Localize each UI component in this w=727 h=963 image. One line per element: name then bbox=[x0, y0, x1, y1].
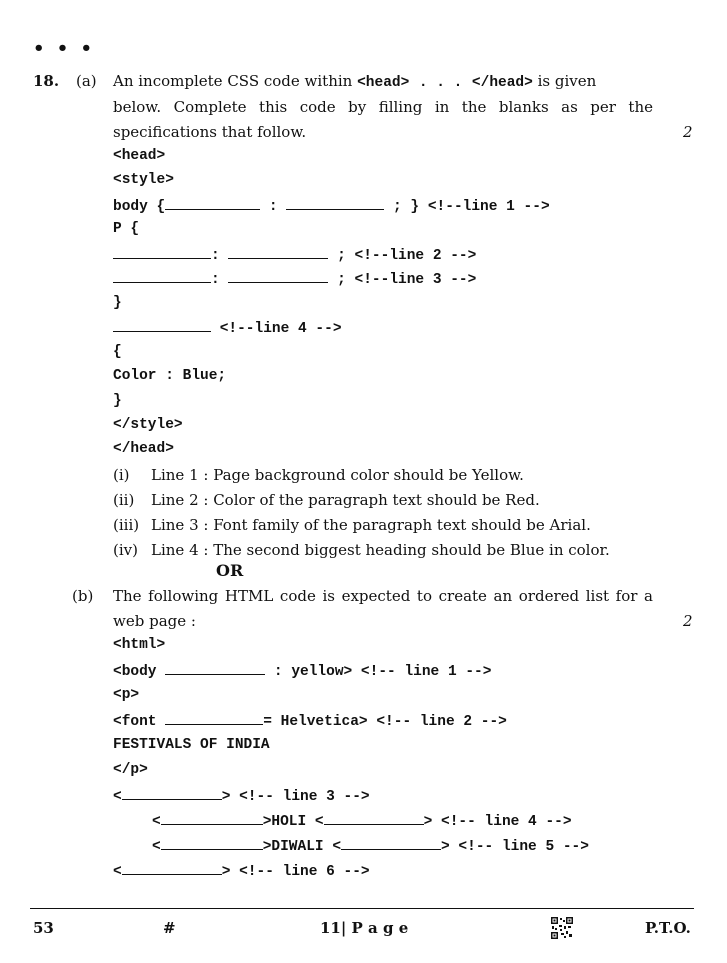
code-lt: < bbox=[152, 814, 161, 830]
question-number: 18. bbox=[33, 72, 60, 90]
code-font-tag: <font bbox=[113, 714, 166, 730]
footer-hash: # bbox=[163, 919, 176, 937]
code-a-head-close: </head> bbox=[113, 441, 174, 457]
code-colon: : bbox=[260, 199, 287, 215]
code-body-open: body { bbox=[113, 199, 166, 215]
code-b-p: <p> bbox=[113, 687, 140, 703]
spec-text-4: Line 4 : The second biggest heading should be Blue in color. bbox=[151, 541, 610, 559]
spec-text-3: Line 3 : Font family of the paragraph text should be Arial. bbox=[151, 516, 591, 534]
blank-line-3-property[interactable] bbox=[113, 270, 211, 283]
code-b-html: <html> bbox=[113, 637, 166, 653]
code-a-line-p: P { bbox=[113, 221, 140, 237]
blank-line-3-value[interactable] bbox=[228, 270, 328, 283]
footer-divider bbox=[30, 908, 694, 909]
code-b-font bbox=[113, 712, 507, 730]
code-b-line-4-comment: > <!-- line 4 --> bbox=[423, 814, 572, 830]
code-lt: < bbox=[152, 839, 161, 855]
qr-code-icon bbox=[551, 917, 573, 939]
code-b-line-6-comment: > <!-- line 6 --> bbox=[221, 864, 370, 880]
code-a-line-3 bbox=[113, 270, 476, 288]
code-line-2-comment: ; <!--line 2 --> bbox=[328, 248, 477, 264]
code-lt: < bbox=[113, 864, 122, 880]
code-a-close-brace: } bbox=[113, 295, 122, 311]
code-diwali: >DIWALI < bbox=[262, 839, 342, 855]
code-a-line-head: <head> bbox=[113, 148, 166, 164]
or-separator: OR bbox=[216, 561, 244, 580]
part-b-intro-line-2: web page : bbox=[113, 612, 196, 630]
code-body-tag: <body bbox=[113, 664, 166, 680]
code-b-line-5 bbox=[152, 837, 589, 855]
blank-line-1-value[interactable] bbox=[286, 197, 384, 210]
code-a-line-2 bbox=[113, 246, 476, 264]
blank-b-line-5a[interactable] bbox=[161, 837, 263, 850]
code-colon: : bbox=[211, 272, 229, 288]
part-b-label: (b) bbox=[72, 587, 94, 605]
blank-b-line-5b[interactable] bbox=[341, 837, 441, 850]
code-b-festivals: FESTIVALS OF INDIA bbox=[113, 737, 270, 753]
intro-code-head-close: </head> bbox=[471, 75, 533, 91]
part-a-intro-line-3: specifications that follow. bbox=[113, 123, 307, 141]
spec-num-2: (ii) bbox=[113, 491, 135, 509]
code-colon: : bbox=[211, 248, 229, 264]
code-b-line-6 bbox=[113, 862, 370, 880]
code-a-open-brace: { bbox=[113, 344, 122, 360]
footer-pto: P.T.O. bbox=[645, 919, 691, 937]
code-a-color-blue: Color : Blue; bbox=[113, 368, 227, 384]
footer-page-number: 11| P a g e bbox=[320, 919, 409, 937]
intro-dots: . . . bbox=[418, 75, 463, 91]
code-line-4-comment: <!--line 4 --> bbox=[211, 321, 342, 337]
code-a-line-4 bbox=[113, 319, 342, 337]
blank-b-line-3[interactable] bbox=[122, 787, 222, 800]
blank-b-line-4a[interactable] bbox=[161, 812, 263, 825]
code-holi: >HOLI < bbox=[262, 814, 324, 830]
footer-paper-code: 53 bbox=[33, 919, 54, 937]
blank-line-1-property[interactable] bbox=[165, 197, 260, 210]
code-a-line-style: <style> bbox=[113, 172, 174, 188]
blank-line-4-selector[interactable] bbox=[113, 319, 211, 332]
code-b-line-5-comment: > <!-- line 5 --> bbox=[441, 839, 589, 855]
code-b-line-1-comment: : yellow> <!-- line 1 --> bbox=[265, 664, 492, 680]
part-b-marks: 2 bbox=[683, 612, 693, 630]
code-b-line-4 bbox=[152, 812, 572, 830]
continuation-dots: • • • bbox=[33, 38, 96, 59]
part-a-intro-line-1 bbox=[113, 72, 596, 91]
spec-text-1: Line 1 : Page background color should be Yellow. bbox=[151, 466, 524, 484]
intro-text-end: is given bbox=[532, 72, 597, 90]
spec-num-4: (iv) bbox=[113, 541, 138, 559]
blank-b-line-1[interactable] bbox=[165, 662, 265, 675]
code-b-body bbox=[113, 662, 491, 680]
code-lt: < bbox=[113, 789, 122, 805]
code-line-3-comment: ; <!--line 3 --> bbox=[328, 272, 477, 288]
code-b-line-2-comment: = Helvetica> <!-- line 2 --> bbox=[263, 714, 507, 730]
blank-line-2-value[interactable] bbox=[228, 246, 328, 259]
blank-line-2-property[interactable] bbox=[113, 246, 211, 259]
spec-num-1: (i) bbox=[113, 466, 130, 484]
code-b-line-3-comment: > <!-- line 3 --> bbox=[221, 789, 370, 805]
code-line-1-comment: ; } <!--line 1 --> bbox=[384, 199, 550, 215]
code-a-style-close: </style> bbox=[113, 417, 183, 433]
spec-num-3: (iii) bbox=[113, 516, 140, 534]
part-a-intro-line-2: below. Complete this code by filling in the blanks as per the bbox=[113, 98, 653, 116]
blank-b-line-6[interactable] bbox=[122, 862, 222, 875]
code-b-line-3 bbox=[113, 787, 370, 805]
part-a-label: (a) bbox=[76, 72, 97, 90]
intro-code-head: <head> bbox=[357, 75, 410, 91]
part-b-intro-line-1: The following HTML code is expected to create an ordered list for a bbox=[113, 587, 653, 605]
intro-text: An incomplete CSS code within bbox=[113, 72, 358, 90]
blank-b-line-4b[interactable] bbox=[324, 812, 424, 825]
part-a-marks: 2 bbox=[683, 123, 693, 141]
code-a-line-body bbox=[113, 197, 550, 215]
code-b-p-close: </p> bbox=[113, 762, 148, 778]
blank-b-line-2[interactable] bbox=[165, 712, 263, 725]
code-a-close-brace-2: } bbox=[113, 393, 122, 409]
spec-text-2: Line 2 : Color of the paragraph text should be Red. bbox=[151, 491, 540, 509]
